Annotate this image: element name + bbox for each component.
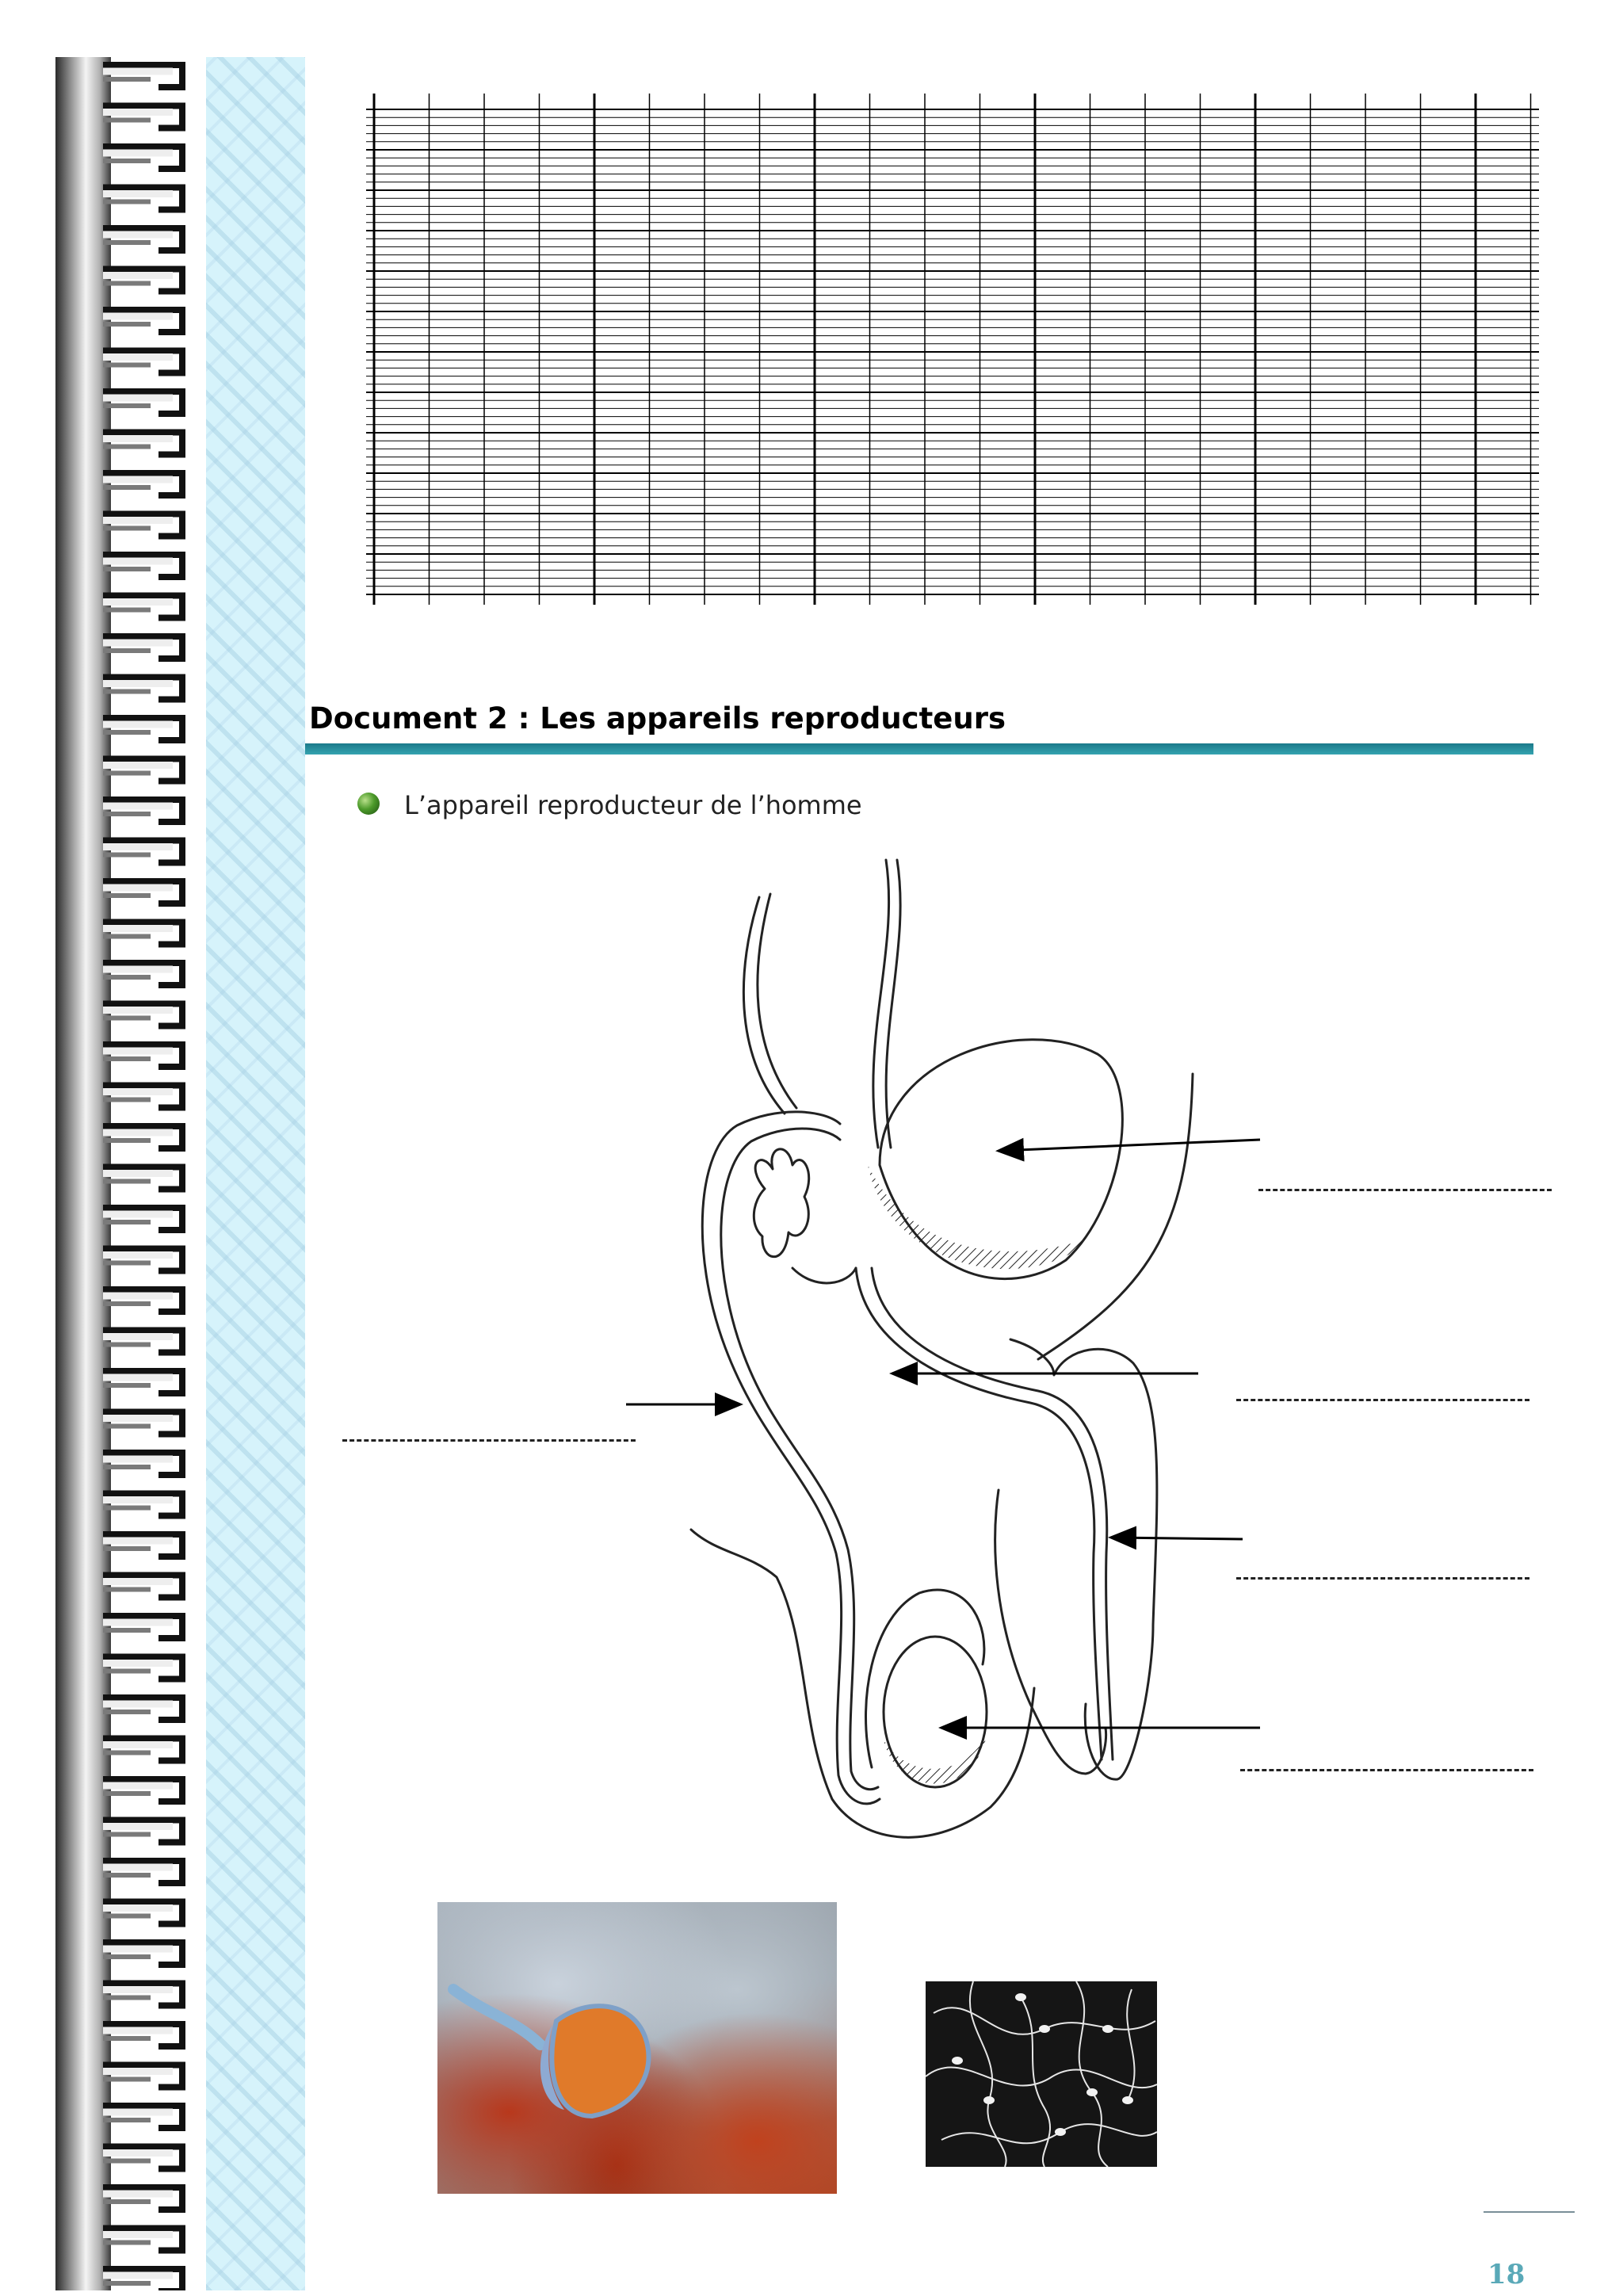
sperm-egg-overlay	[437, 1902, 837, 2194]
binding-ring	[103, 2269, 182, 2290]
binding-ring	[103, 514, 182, 537]
label-blank-bladder[interactable]	[1258, 1189, 1552, 1191]
binding-ring	[103, 1943, 182, 1965]
arrow-penis	[1113, 1538, 1243, 1539]
spermatozoa-overlay	[926, 1981, 1157, 2167]
binding-ring	[103, 2147, 182, 2169]
binding-ring	[103, 718, 182, 740]
heading-rule	[305, 743, 1533, 755]
prostate	[792, 1268, 856, 1283]
green-sphere-bullet-icon	[357, 793, 380, 815]
page-number: 18	[1487, 2259, 1526, 2290]
binding-ring	[103, 1902, 182, 1924]
binding-ring	[103, 678, 182, 700]
arrow-bladder	[1000, 1140, 1260, 1151]
label-blank-urethra[interactable]	[1236, 1399, 1529, 1401]
binding-ring	[103, 65, 182, 87]
binding-ring	[103, 433, 182, 455]
binding-ring	[103, 228, 182, 250]
binding-ring	[103, 636, 182, 659]
binding-ring	[103, 759, 182, 781]
binding-ring	[103, 555, 182, 577]
binding-ring	[103, 2187, 182, 2210]
document-heading: Document 2 : Les appareils reproducteurs	[309, 701, 1006, 735]
vas-deferens-inner	[721, 1129, 878, 1790]
vas-deferens	[702, 1112, 880, 1804]
urethra-inner	[872, 1268, 1113, 1759]
binding-ring	[103, 2229, 182, 2251]
bullet-text: L’appareil reproducteur de l’homme	[404, 790, 862, 820]
binding-ring	[103, 2024, 182, 2046]
binding-ring	[103, 473, 182, 495]
page-number-rule	[1484, 2211, 1575, 2213]
penis	[995, 1074, 1193, 1779]
left-ureter-inner	[758, 894, 796, 1108]
binding-ring	[103, 800, 182, 822]
binding-ring	[103, 2065, 182, 2088]
binding-ring	[103, 1861, 182, 1883]
bladder-hatching	[868, 1165, 1094, 1269]
binding-ring	[103, 1984, 182, 2006]
label-blank-testis[interactable]	[1240, 1769, 1533, 1771]
binding-ring	[103, 2106, 182, 2128]
male-reproductive-diagram	[0, 832, 1623, 1862]
binding-ring	[103, 596, 182, 618]
sperm-egg-micrograph	[437, 1902, 837, 2194]
label-blank-vas-deferens[interactable]	[342, 1439, 636, 1442]
binding-ring	[103, 106, 182, 128]
seminal-vesicle	[754, 1149, 808, 1257]
binding-ring	[103, 147, 182, 169]
testis-hatching	[884, 1736, 987, 1784]
binding-ring	[103, 188, 182, 210]
spermatozoa-micrograph	[926, 1981, 1157, 2167]
grid-paper	[366, 94, 1539, 605]
binding-ring	[103, 310, 182, 332]
binding-ring	[103, 269, 182, 292]
label-blank-penis[interactable]	[1236, 1577, 1529, 1580]
epididymis	[866, 1590, 984, 1767]
binding-ring	[103, 351, 182, 373]
binding-ring	[103, 392, 182, 414]
